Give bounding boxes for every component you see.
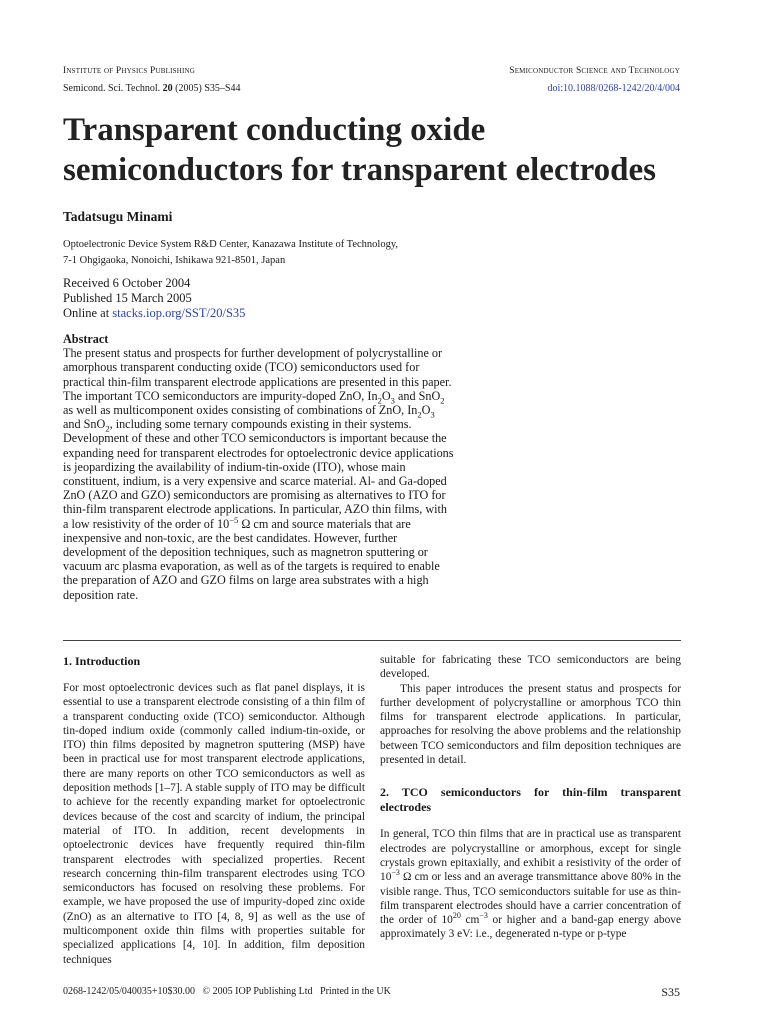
page-number: S35 bbox=[661, 985, 680, 999]
intro-heading: 1. Introduction bbox=[63, 654, 141, 668]
section-2-heading: 2. TCO semiconductors for thin-film transparent electrodes bbox=[380, 785, 681, 815]
affiliation-line-2: 7-1 Ohgigaoka, Nonoichi, Ishikawa 921-8501, Japan bbox=[63, 255, 286, 266]
citation bbox=[63, 83, 240, 94]
intro-para-2: This paper introduces the present status and prospects for further development of polycrystalline or amorphous TCO thin films for transparent electrode applications. In particular, approaches for resolving the above problems and the relationship between TCO semiconductors and film deposition techniques are presented in detail. bbox=[380, 682, 681, 767]
journal-name: Semiconductor Science and Technology bbox=[509, 66, 680, 76]
published-date: Published 15 March 2005 bbox=[63, 291, 192, 305]
doi-link[interactable]: doi:10.1088/0268-1242/20/4/004 bbox=[547, 83, 680, 94]
intro-body: For most optoelectronic devices such as flat panel displays, it is essential to use a transparent electrode consisting of a thin film of a transparent conducting oxide (TCO) semiconductor. Although tin-doped indium oxide (commonly called indium-tin-oxide, or ITO) thin films deposited by magnetron sputtering (MSP) have been in practical use for most transparent electrode applications, there are many reports on other TCO semiconductors as well as deposition methods [1–7]. A stable supply of ITO may be difficult to achieve for the recently expanding market for optoelectronic devices because of the cost and scarcity of indium, the principal material of ITO. In addition, recent developments in optoelectronic devices have frequently required thin-film transparent electrodes with specialized properties. Recent research concerning thin-film transparent electrodes using TCO semiconductors has focused on resolving these problems. For example, we have proposed the use of impurity-doped zinc oxide (ZnO) as an alternative to ITO [4, 8, 9] as well as the use of multicomponent oxide thin films with properties suitable for specialized applications [4, 10]. In addition, film deposition techniques bbox=[63, 682, 365, 966]
affiliation-line-1: Optoelectronic Device System R&D Center, Kanazawa Institute of Technology, bbox=[63, 239, 399, 250]
online-link[interactable]: stacks.iop.org/SST/20/S35 bbox=[112, 306, 246, 320]
intro-continued: suitable for fabricating these TCO semiconductors are being developed. bbox=[380, 654, 681, 681]
affiliation bbox=[63, 237, 663, 269]
online-line bbox=[63, 306, 245, 321]
received-date: Received 6 October 2004 bbox=[63, 276, 191, 290]
online-prefix: Online at bbox=[63, 306, 113, 320]
citation-pages: (2005) S35–S44 bbox=[172, 83, 241, 94]
citation-journal: Semicond. Sci. Technol. bbox=[63, 83, 163, 94]
paper-title bbox=[63, 110, 713, 190]
title-line-1: Transparent conducting oxide bbox=[63, 112, 486, 148]
abstract-text: The present status and prospects for further development of polycrystalline or amorphous transparent conducting oxide (TCO) semiconductors used for practical thin-film transparent electrode applications are presented in this paper. The important TCO semiconductors are impurity-doped ZnO, $In_2O_3$ and SnO$_2$ as well as multicomponent oxides consisting of combinations of ZnO, $In_2O_3$ and SnO$_2$, including some ternary compounds existing in their systems. Development of these and other TCO semiconductors is important because the expanding need for transparent electrodes for optoelectronic device applications is jeopardizing the availability of indium-tin-oxide (ITO), whose main constituent, indium, is a very expensive and scarce material. Al- and Ga-doped ZnO (AZO and GZO) semiconductors are promising as alternatives to ITO for thin-film transparent electrode applications. In particular, AZO thin films, with a low resistivity of the order of $10^{-5}$ Ω cm and source materials that are inexpensive and non-toxic, are the best candidates. However, further development of the deposition techniques, such as magnetron sputtering or vacuum arc plasma evaporation, as well as of the targets is required to enable the preparation of AZO and GZO films on large area substrates with a high deposition rate. bbox=[63, 346, 454, 602]
abstract bbox=[63, 332, 455, 602]
citation-volume: 20 bbox=[162, 83, 173, 94]
abstract-heading: Abstract bbox=[63, 332, 109, 346]
publisher-name: Institute of Physics Publishing bbox=[63, 66, 196, 76]
title-line-2: semiconductors for transparent electrodes bbox=[63, 152, 656, 188]
author-name: Tadatsugu Minami bbox=[63, 209, 173, 224]
section-divider bbox=[63, 640, 681, 641]
footer-copyright: 0268-1242/05/040035+10$30.00 © 2005 IOP Publishing Ltd Printed in the UK bbox=[63, 986, 391, 997]
left-column bbox=[63, 654, 365, 967]
dates-block bbox=[63, 276, 245, 321]
section-2-body: In general, TCO thin films that are in practical use as transparent electrodes are polycrystalline or amorphous, except for single crystals grown epitaxially, and exhibit a resistivity of the order of $10^{-3}$ Ω cm or less and an average transmittance above 80% in the visible range. Thus, TCO semiconductors suitable for use as thin-film transparent electrodes should have a carrier concentration of the order of $10^{20}$ $cm^{-3}$ or higher and a band-gap energy above approximately 3 eV: i.e., degenerated n-type or p-type bbox=[380, 828, 682, 941]
right-column bbox=[380, 653, 681, 942]
